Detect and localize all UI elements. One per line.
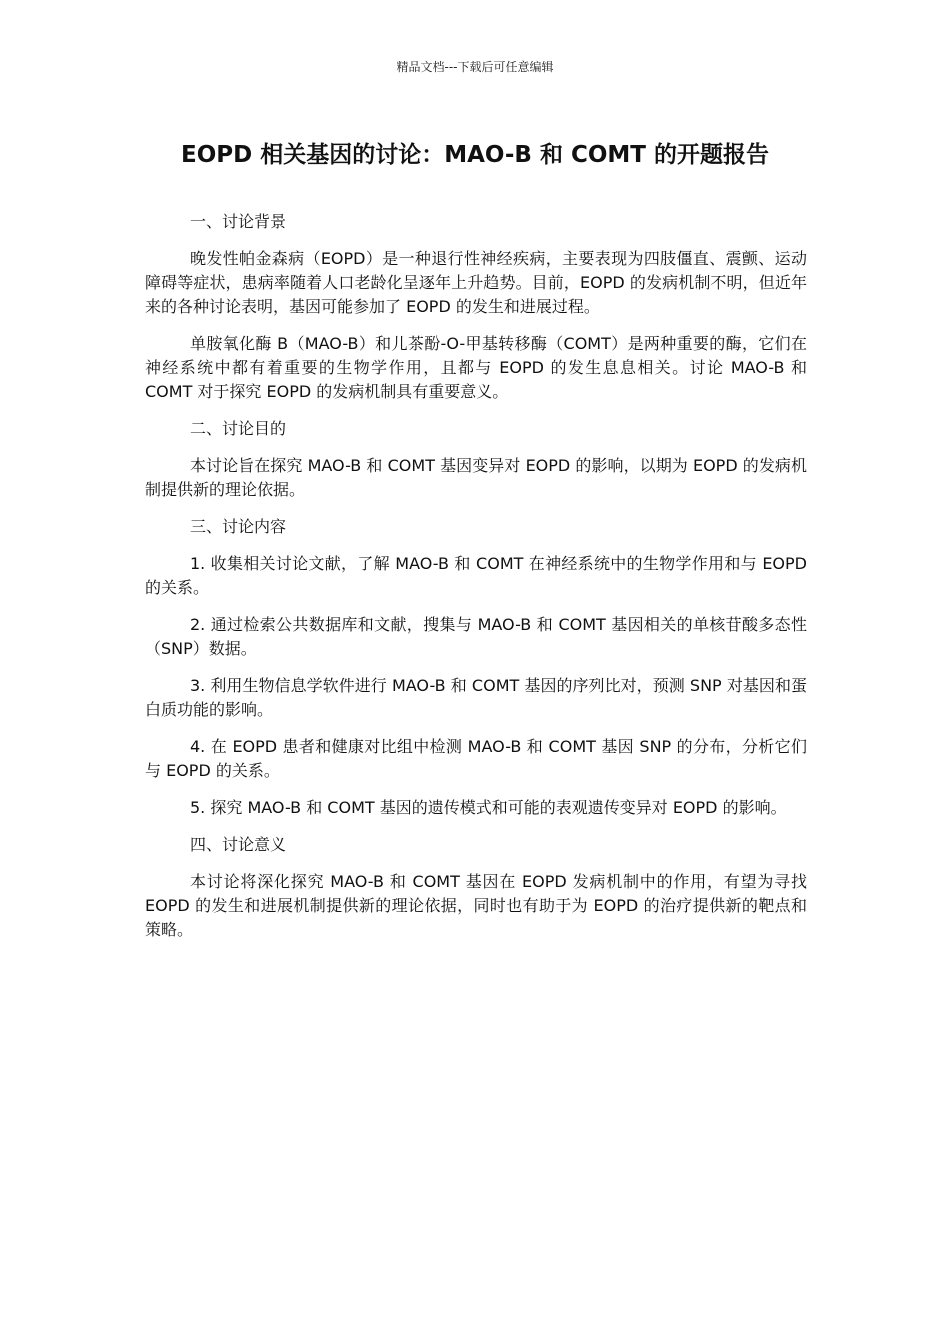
paragraph: 单胺氧化酶 B（MAO-B）和儿茶酚-O-甲基转移酶（COMT）是两种重要的酶，它们在神经系统中都有着重要的生物学作用，且都与 EOPD 的发生息息相关。讨论 MAO-B 和 COMT 对于探究 EOPD 的发病机制具有重要意义。 [145, 334, 807, 401]
paragraph: 本讨论旨在探究 MAO-B 和 COMT 基因变异对 EOPD 的影响，以期为 EOPD 的发病机制提供新的理论依据。 [145, 456, 807, 499]
section-heading-background: 一、讨论背景 [190, 212, 287, 231]
section-heading-significance: 四、讨论意义 [190, 835, 287, 854]
list-item: 1. 收集相关讨论文献，了解 MAO-B 和 COMT 在神经系统中的生物学作用和与 EOPD 的关系。 [145, 554, 807, 597]
document-title: EOPD 相关基因的讨论：MAO-B 和 COMT 的开题报告 [181, 142, 769, 168]
list-item: 3. 利用生物信息学软件进行 MAO-B 和 COMT 基因的序列比对，预测 SNP 对基因和蛋白质功能的影响。 [145, 676, 807, 719]
header-note: 精品文档---下载后可任意编辑 [396, 60, 554, 74]
list-item: 2. 通过检索公共数据库和文献，搜集与 MAO-B 和 COMT 基因相关的单核苷酸多态性（SNP）数据。 [145, 615, 807, 658]
list-item: 4. 在 EOPD 患者和健康对比组中检测 MAO-B 和 COMT 基因 SNP 的分布，分析它们与 EOPD 的关系。 [145, 737, 807, 780]
section-heading-content: 三、讨论内容 [190, 517, 287, 536]
paragraph: 本讨论将深化探究 MAO-B 和 COMT 基因在 EOPD 发病机制中的作用，有望为寻找 EOPD 的发生和进展机制提供新的理论依据，同时也有助于为 EOPD 的治疗提供新的靶点和策略。 [145, 872, 807, 939]
document-body [145, 210, 807, 955]
list-item: 5. 探究 MAO-B 和 COMT 基因的遗传模式和可能的表观遗传变异对 EOPD 的影响。 [190, 798, 787, 817]
section-heading-purpose: 二、讨论目的 [190, 419, 287, 438]
paragraph: 晚发性帕金森病（EOPD）是一种退行性神经疾病，主要表现为四肢僵直、震颤、运动障碍等症状，患病率随着人口老龄化呈逐年上升趋势。目前，EOPD 的发病机制不明，但近年来的各种讨论表明，基因可能参加了 EOPD 的发生和进展过程。 [145, 249, 807, 316]
